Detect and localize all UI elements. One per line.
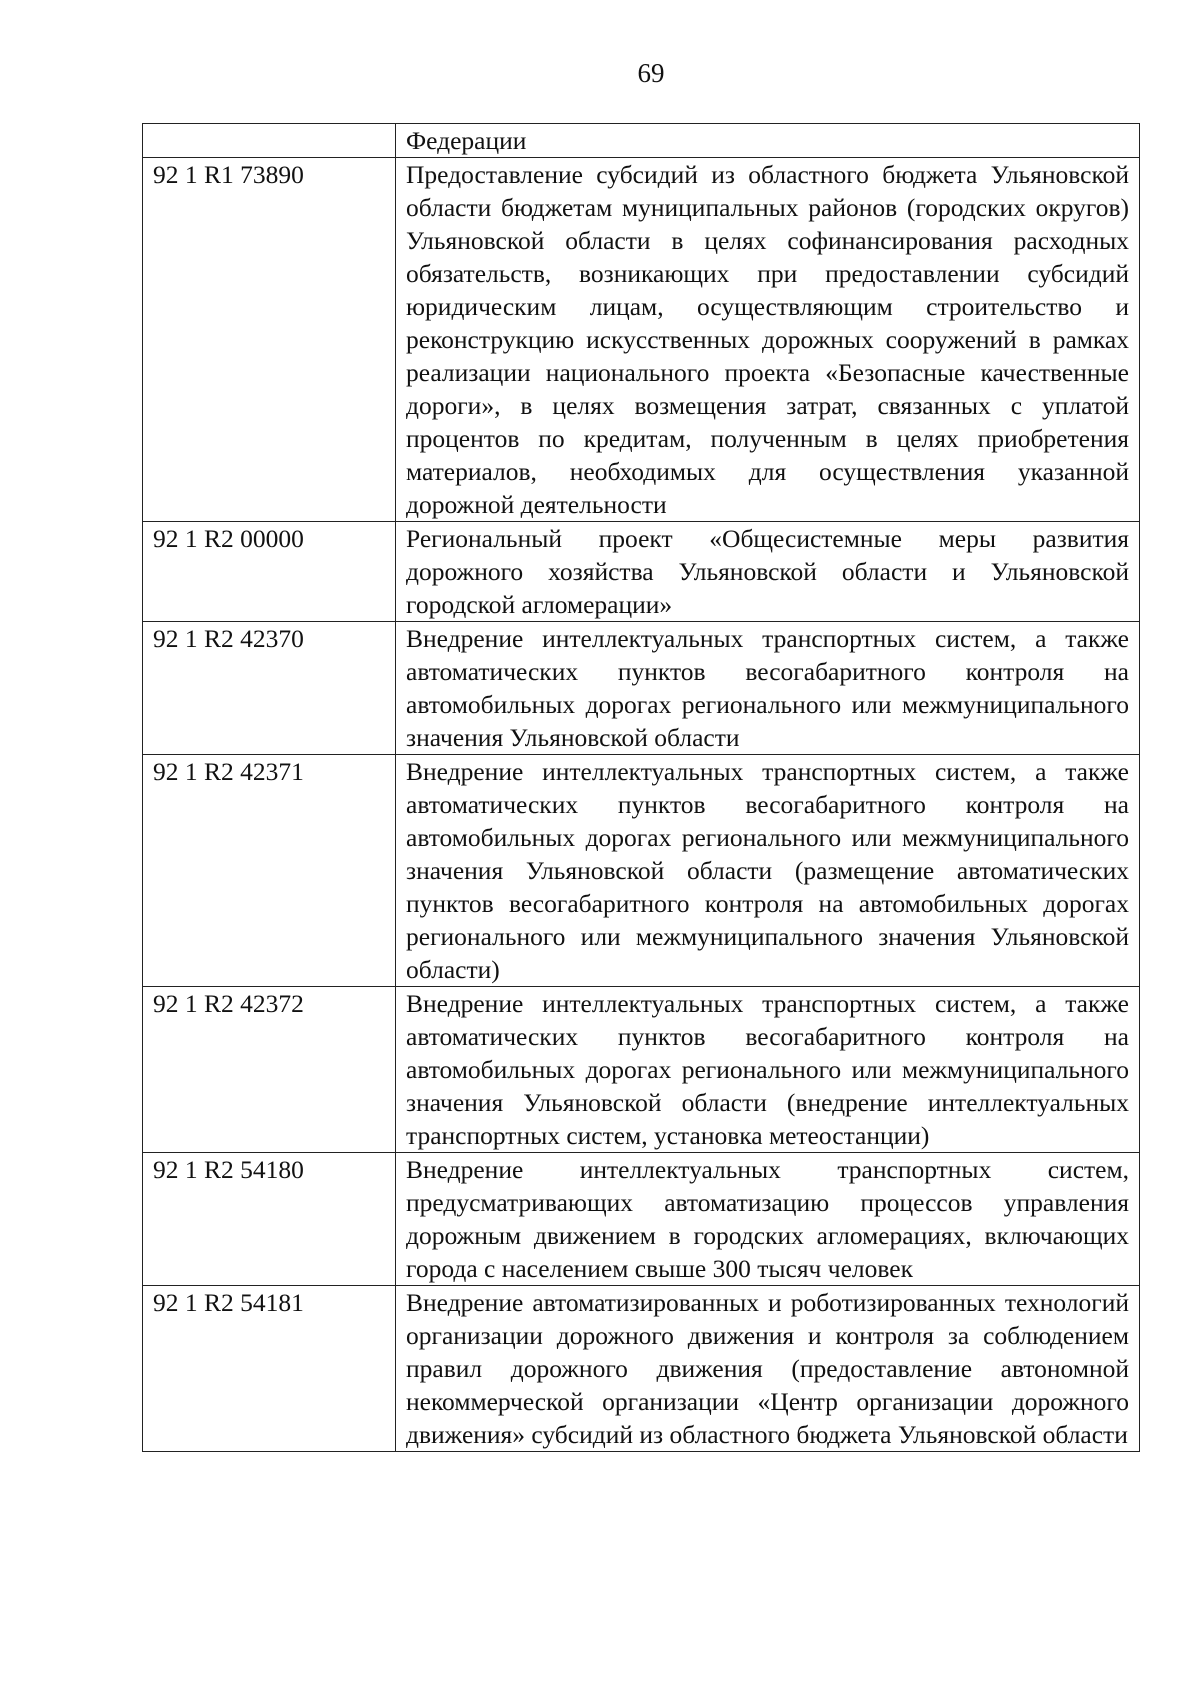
code-cell: 92 1 R2 00000	[143, 522, 396, 622]
description-cell: Предоставление субсидий из областного бюджета Ульяновской области бюджетам муниципальных районов (городских округов) Ульяновской области в целях софинансирования расходных обязательств, возникающих при предоставлении субсидий юридическим лицам, осуществляющим строительство и реконструкцию искусственных дорожных сооружений в рамках реализации национального проекта «Безопасные качественные дороги», в целях возмещения затрат, связанных с уплатой процентов по кредитам, полученным в целях приобретения материалов, необходимых для осуществления указанной дорожной деятельности	[396, 158, 1140, 522]
code-cell: 92 1 R1 73890	[143, 158, 396, 522]
code-cell: 92 1 R2 42370	[143, 622, 396, 755]
table-row	[143, 622, 1140, 755]
code-cell: 92 1 R2 54180	[143, 1153, 396, 1286]
table-row	[143, 987, 1140, 1153]
code-cell	[143, 124, 396, 158]
table-row	[143, 522, 1140, 622]
budget-classification-table	[142, 123, 1140, 1452]
description-cell: Внедрение интеллектуальных транспортных систем, предусматривающих автоматизацию процессов управления дорожным движением в городских агломерациях, включающих города с населением свыше 300 тысяч человек	[396, 1153, 1140, 1286]
table-row	[143, 124, 1140, 158]
table-row	[143, 1153, 1140, 1286]
table-row	[143, 1286, 1140, 1452]
description-cell: Внедрение интеллектуальных транспортных систем, а также автоматических пунктов весогабаритного контроля на автомобильных дорогах регионального или межмуниципального значения Ульяновской области (размещение автоматических пунктов весогабаритного контроля на автомобильных дорогах регионального или межмуниципального значения Ульяновской области)	[396, 755, 1140, 987]
description-cell: Внедрение автоматизированных и роботизированных технологий организации дорожного движения и контроля за соблюдением правил дорожного движения (предоставление автономной некоммерческой организации «Центр организации дорожного движения» субсидий из областного бюджета Ульяновской области	[396, 1286, 1140, 1452]
description-cell: Внедрение интеллектуальных транспортных систем, а также автоматических пунктов весогабаритного контроля на автомобильных дорогах регионального или межмуниципального значения Ульяновской области (внедрение интеллектуальных транспортных систем, установка метеостанции)	[396, 987, 1140, 1153]
description-cell: Федерации	[396, 124, 1140, 158]
table-row	[143, 755, 1140, 987]
description-cell: Региональный проект «Общесистемные меры развития дорожного хозяйства Ульяновской области и Ульяновской городской агломерации»	[396, 522, 1140, 622]
description-cell: Внедрение интеллектуальных транспортных систем, а также автоматических пунктов весогабаритного контроля на автомобильных дорогах регионального или межмуниципального значения Ульяновской области	[396, 622, 1140, 755]
table-row	[143, 158, 1140, 522]
code-cell: 92 1 R2 42371	[143, 755, 396, 987]
page-number: 69	[637, 58, 665, 88]
code-cell: 92 1 R2 54181	[143, 1286, 396, 1452]
code-cell: 92 1 R2 42372	[143, 987, 396, 1153]
